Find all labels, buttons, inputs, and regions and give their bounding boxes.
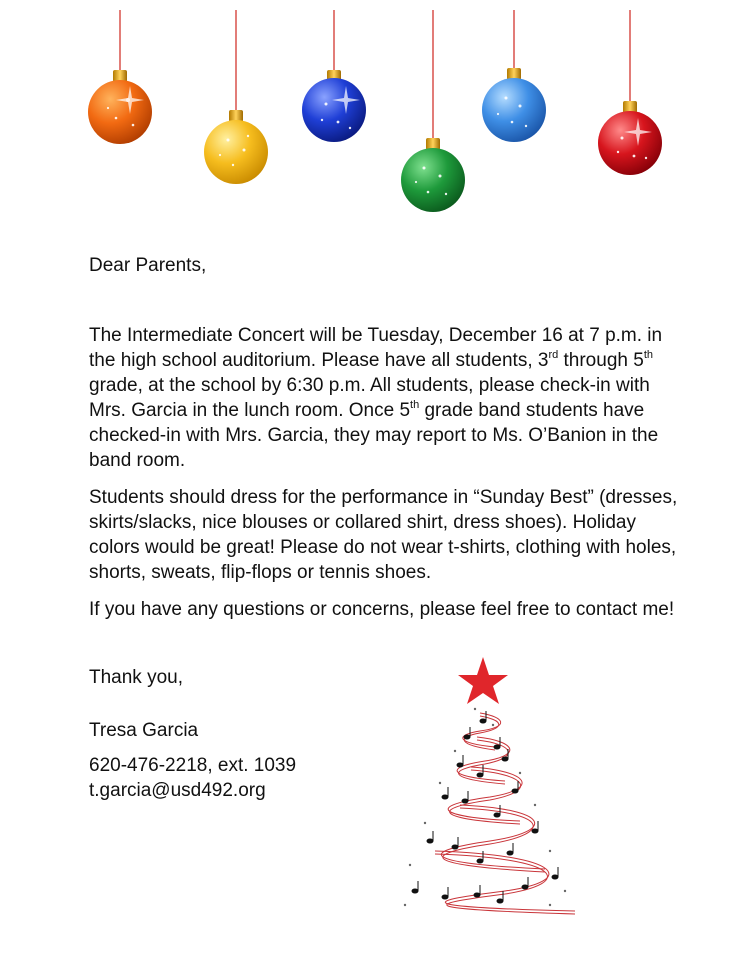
signer-name: Tresa Garcia: [89, 720, 199, 741]
light-blue-ornament: [482, 10, 546, 142]
signer-phone: 620-476-2218, ext. 1039: [89, 755, 297, 776]
yellow-ornament: [204, 10, 268, 184]
ornaments-illustration: [88, 0, 664, 215]
star-icon: [458, 657, 508, 704]
blue-ornament: [302, 10, 366, 142]
letter-body: [89, 253, 679, 803]
questions-paragraph: If you have any questions or concerns, please feel free to contact me!: [89, 599, 675, 620]
staff-ribbon: [435, 713, 575, 914]
dress-code-paragraph: Students should dress for the performance in “Sunday Best” (dresses, skirts/slacks, nice blouses or collared shirt, dress shoes). Holiday colors would be great! Please do not wear t-shirts, clothing with holes, shorts, sweats, flip-flops or tennis shoes.: [89, 487, 678, 583]
orange-ornament: [88, 10, 152, 144]
signer-email: t.garcia@usd492.org: [89, 780, 266, 801]
closing: Thank you,: [89, 667, 183, 688]
red-ornament: [598, 10, 662, 175]
greeting: Dear Parents,: [89, 255, 207, 276]
concert-details-paragraph: The Intermediate Concert will be Tuesday, December 16 at 7 p.m. in the high school auditorium. Please have all students, 3rd through 5th grade, at the school by 6:30 p.m. All students, please check-in with Mrs. Garcia in the lunch room. Once 5th grade band students have checked-in with Mrs. Garcia, they may report to Ms. O’Banion in the band room.: [89, 325, 663, 471]
music-tree-illustration: [385, 655, 585, 915]
green-ornament: [401, 10, 465, 212]
